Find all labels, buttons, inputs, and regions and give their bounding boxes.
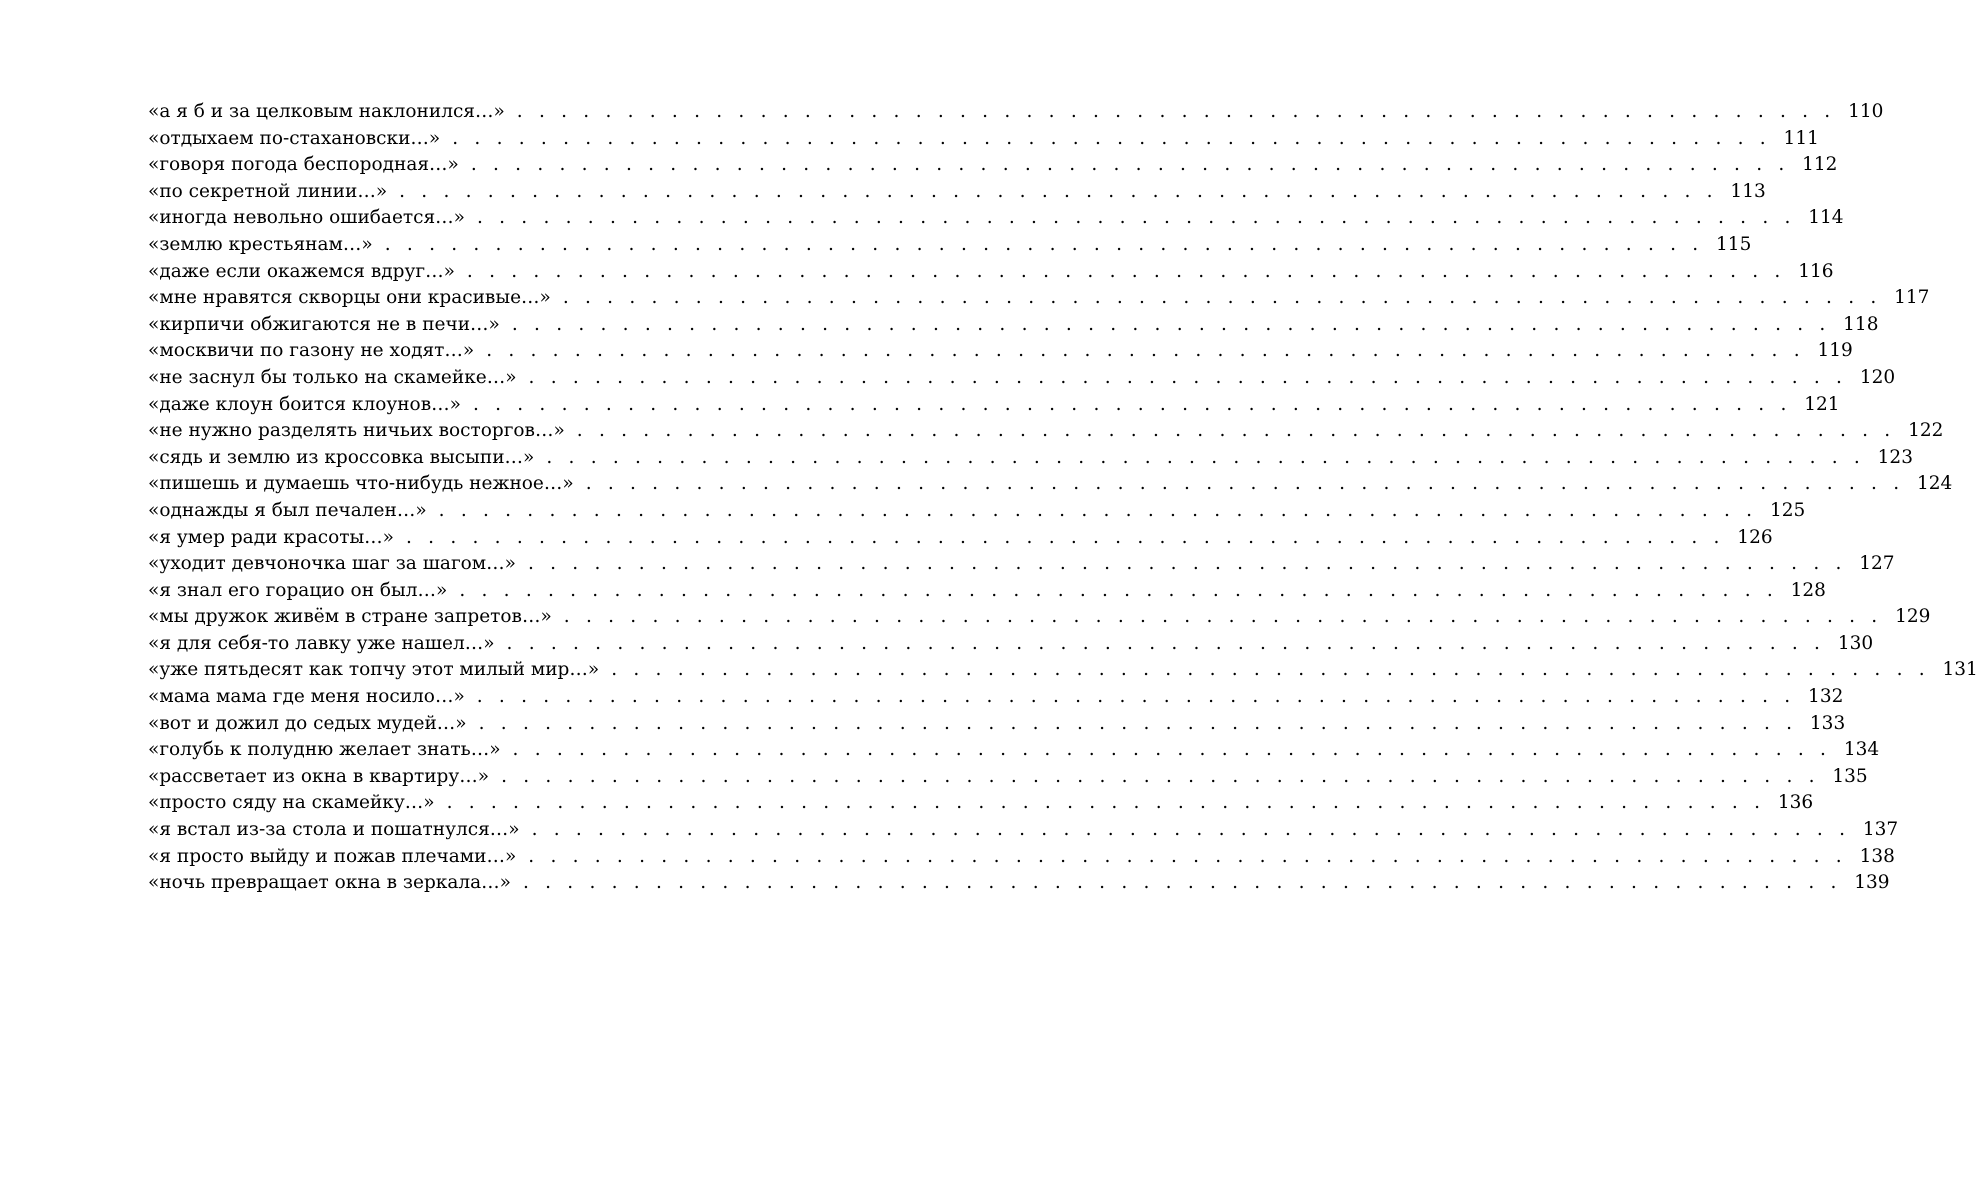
- dot-leader: . . . . . . . . . . . . . . . . . . . . . . . . . . . . . . . . . . . . . . . . . . . . . . . . . . . . . . . . . . . .: [562, 287, 1882, 309]
- toc-entry-title: «уже пятьдесят как топчу этот милый мир…»: [148, 659, 600, 681]
- toc-entry: [148, 285, 1930, 312]
- toc-entry-title: «рассветает из окна в квартиру…»: [148, 765, 490, 787]
- toc-entry-title: «не заснул бы только на скамейке…»: [148, 366, 517, 388]
- toc-entry: [148, 737, 1880, 764]
- dot-leader: . . . . . . . . . . . . . . . . . . . . . . . . . . . . . . . . . . . . . . . . . . . . . . . . . . . . . . . . . . . .: [399, 180, 1718, 202]
- toc-entry: [148, 259, 1834, 286]
- toc-entry-title: «вот и дожил до седых мудей…»: [148, 712, 467, 734]
- toc-entry: [148, 338, 1853, 365]
- toc-entry: [148, 631, 1874, 658]
- dot-leader: . . . . . . . . . . . . . . . . . . . . . . . . . . . . . . . . . . . . . . . . . . . . . . . . . . . . . . . . . . . .: [611, 659, 1930, 681]
- toc-entry: [148, 870, 1890, 897]
- toc-entry: [148, 764, 1868, 791]
- toc-entry-title: «даже клоун боится клоунов…»: [148, 393, 461, 415]
- dot-leader: . . . . . . . . . . . . . . . . . . . . . . . . . . . . . . . . . . . . . . . . . . . . . . . . . . . . . . . . . . . .: [476, 686, 1796, 708]
- toc-entry: [148, 657, 1978, 684]
- toc-entry-title: «отдыхаем по-стахановски…»: [148, 127, 441, 149]
- toc-entry-page-number: 115: [1716, 233, 1752, 255]
- toc-entry-page-number: 137: [1862, 819, 1899, 841]
- toc-entry-title: «я встал из-за стола и пошатнулся…»: [148, 819, 520, 841]
- toc-entry-page-number: 138: [1859, 845, 1895, 867]
- dot-leader: . . . . . . . . . . . . . . . . . . . . . . . . . . . . . . . . . . . . . . . . . . . . . . . . . . . . . . . . . . . .: [486, 340, 1805, 362]
- dot-leader: . . . . . . . . . . . . . . . . . . . . . . . . . . . . . . . . . . . . . . . . . . . . . . . . . . . . . . . . . . . .: [522, 872, 1842, 894]
- toc-entry-title: «землю крестьянам…»: [148, 233, 373, 255]
- toc-entry-page-number: 117: [1894, 287, 1930, 309]
- toc-entry: [148, 578, 1826, 605]
- toc-entry-page-number: 125: [1769, 499, 1806, 521]
- toc-entry: [148, 418, 1944, 445]
- toc-entry: [148, 604, 1931, 631]
- toc-entry-title: «не нужно разделять ничьих восторгов…»: [148, 420, 565, 442]
- dot-leader: . . . . . . . . . . . . . . . . . . . . . . . . . . . . . . . . . . . . . . . . . . . . . . . . . . . . . . . . . . . .: [478, 712, 1798, 734]
- toc-entry-title: «пишешь и думаешь что-нибудь нежное…»: [148, 473, 574, 495]
- toc-entry-page-number: 132: [1808, 686, 1844, 708]
- dot-leader: . . . . . . . . . . . . . . . . . . . . . . . . . . . . . . . . . . . . . . . . . . . . . . . . . . . . . . . . . . . .: [438, 499, 1758, 521]
- dot-leader: . . . . . . . . . . . . . . . . . . . . . . . . . . . . . . . . . . . . . . . . . . . . . . . . . . . . . . . . . . . .: [528, 366, 1848, 388]
- toc-entry-page-number: 128: [1790, 579, 1826, 601]
- toc-entry-title: «даже если окажемся вдруг…»: [148, 260, 455, 282]
- toc-entry-title: «мне нравятся скворцы они красивые…»: [148, 287, 551, 309]
- toc-entry-page-number: 116: [1798, 260, 1834, 282]
- toc-entry-title: «я умер ради красоты…»: [148, 526, 395, 548]
- toc-entry: [148, 790, 1814, 817]
- dot-leader: . . . . . . . . . . . . . . . . . . . . . . . . . . . . . . . . . . . . . . . . . . . . . . . . . . . . . . . . . . . .: [563, 606, 1883, 628]
- toc-entry-title: «голубь к полудню желает знать…»: [148, 739, 501, 761]
- toc-entry-page-number: 134: [1843, 739, 1880, 761]
- toc-entry: [148, 99, 1884, 126]
- toc-entry: [148, 471, 1953, 498]
- toc-entry: [148, 232, 1752, 259]
- toc-entry-page-number: 112: [1802, 154, 1838, 176]
- toc-entry-title: «по секретной линии…»: [148, 180, 388, 202]
- toc-entry: [148, 711, 1846, 738]
- table-of-contents: [148, 99, 1978, 897]
- toc-entry-title: «мама мама где меня носило…»: [148, 686, 465, 708]
- toc-entry-page-number: 123: [1877, 446, 1913, 468]
- dot-leader: . . . . . . . . . . . . . . . . . . . . . . . . . . . . . . . . . . . . . . . . . . . . . . . . . . . . . . . . . . . .: [527, 553, 1847, 575]
- toc-entry-title: «мы дружок живём в стране запретов…»: [148, 606, 552, 628]
- toc-entry-title: «кирпичи обжигаются не в печи…»: [148, 313, 500, 335]
- toc-entry-page-number: 136: [1777, 792, 1814, 814]
- toc-entry-page-number: 118: [1843, 313, 1879, 335]
- dot-leader: . . . . . . . . . . . . . . . . . . . . . . . . . . . . . . . . . . . . . . . . . . . . . . . . . . . . . . . . . . . .: [384, 233, 1704, 255]
- dot-leader: . . . . . . . . . . . . . . . . . . . . . . . . . . . . . . . . . . . . . . . . . . . . . . . . . . . . . . . . . . . .: [466, 260, 1786, 282]
- toc-entry-title: «просто сяду на скамейку…»: [148, 792, 435, 814]
- toc-entry-page-number: 111: [1783, 127, 1819, 149]
- toc-entry: [148, 844, 1895, 871]
- toc-entry-title: «я просто выйду и пожав плечами…»: [148, 845, 517, 867]
- toc-entry-title: «иногда невольно ошибается…»: [148, 207, 465, 229]
- dot-leader: . . . . . . . . . . . . . . . . . . . . . . . . . . . . . . . . . . . . . . . . . . . . . . . . . . . . . . . . . . . .: [406, 526, 1725, 548]
- toc-entry-page-number: 139: [1854, 872, 1890, 894]
- dot-leader: . . . . . . . . . . . . . . . . . . . . . . . . . . . . . . . . . . . . . . . . . . . . . . . . . . . . . . . . . . . .: [546, 446, 1865, 468]
- dot-leader: . . . . . . . . . . . . . . . . . . . . . . . . . . . . . . . . . . . . . . . . . . . . . . . . . . . . . . . . . . . .: [512, 739, 1832, 761]
- toc-entry-page-number: 113: [1730, 180, 1766, 202]
- toc-entry: [148, 525, 1773, 552]
- toc-entry-page-number: 120: [1859, 366, 1896, 388]
- toc-entry: [148, 684, 1844, 711]
- toc-entry-page-number: 130: [1837, 632, 1874, 654]
- toc-entry-page-number: 135: [1832, 765, 1868, 787]
- dot-leader: . . . . . . . . . . . . . . . . . . . . . . . . . . . . . . . . . . . . . . . . . . . . . . . . . . . . . . . . . . . .: [501, 765, 1820, 787]
- dot-leader: . . . . . . . . . . . . . . . . . . . . . . . . . . . . . . . . . . . . . . . . . . . . . . . . . . . . . . . . . . . .: [470, 154, 1790, 176]
- toc-entry: [148, 551, 1895, 578]
- toc-entry-page-number: 119: [1817, 340, 1853, 362]
- toc-entry-page-number: 126: [1737, 526, 1773, 548]
- toc-entry-page-number: 110: [1848, 101, 1884, 122]
- toc-entry-title: «сядь и землю из кроссовка высыпи…»: [148, 446, 535, 468]
- toc-entry-page-number: 131: [1942, 659, 1978, 681]
- toc-entry-title: «уходит девчоночка шаг за шагом…»: [148, 553, 516, 575]
- toc-entry-page-number: 129: [1895, 606, 1931, 628]
- toc-entry: [148, 498, 1806, 525]
- dot-leader: . . . . . . . . . . . . . . . . . . . . . . . . . . . . . . . . . . . . . . . . . . . . . . . . . . . . . . . . . . . .: [506, 632, 1826, 654]
- toc-entry-page-number: 121: [1804, 393, 1840, 415]
- toc-entry: [148, 365, 1896, 392]
- toc-entry-title: «однажды я был печален…»: [148, 499, 427, 521]
- toc-entry: [148, 152, 1838, 179]
- toc-entry-title: «ночь превращает окна в зеркала…»: [148, 872, 511, 894]
- dot-leader: . . . . . . . . . . . . . . . . . . . . . . . . . . . . . . . . . . . . . . . . . . . . . . . . . . . . . . . . . . . .: [531, 819, 1851, 841]
- dot-leader: . . . . . . . . . . . . . . . . . . . . . . . . . . . . . . . . . . . . . . . . . . . . . . . . . . . . . . . . . . . .: [585, 473, 1905, 495]
- toc-entry-page-number: 124: [1916, 473, 1953, 495]
- dot-leader: . . . . . . . . . . . . . . . . . . . . . . . . . . . . . . . . . . . . . . . . . . . . . . . . . . . . . . . . . . . .: [528, 845, 1847, 867]
- toc-entry-page-number: 114: [1808, 207, 1844, 229]
- toc-entry-title: «москвичи по газону не ходят…»: [148, 340, 475, 362]
- toc-entry-title: «я знал его горацио он был…»: [148, 579, 448, 601]
- toc-entry: [148, 126, 1819, 153]
- dot-leader: . . . . . . . . . . . . . . . . . . . . . . . . . . . . . . . . . . . . . . . . . . . . . . . . . . . . . . . . . . . .: [446, 792, 1766, 814]
- dot-leader: . . . . . . . . . . . . . . . . . . . . . . . . . . . . . . . . . . . . . . . . . . . . . . . . . . . . . . . . . . . .: [476, 207, 1796, 229]
- toc-entry: [148, 445, 1913, 472]
- toc-entry: [148, 179, 1766, 206]
- toc-entry-title: «а я б и за целковым наклонился…»: [148, 101, 505, 122]
- dot-leader: . . . . . . . . . . . . . . . . . . . . . . . . . . . . . . . . . . . . . . . . . . . . . . . . . . . . . . . . . . . .: [459, 579, 1778, 601]
- toc-entry: [148, 312, 1879, 339]
- toc-entry: [148, 205, 1844, 232]
- dot-leader: . . . . . . . . . . . . . . . . . . . . . . . . . . . . . . . . . . . . . . . . . . . . . . . . . . . . . . . . . . . .: [472, 393, 1792, 415]
- toc-entry-title: «я для себя-то лавку уже нашел…»: [148, 632, 495, 654]
- dot-leader: . . . . . . . . . . . . . . . . . . . . . . . . . . . . . . . . . . . . . . . . . . . . . . . . . . . . . . . . . . . .: [516, 101, 1836, 122]
- toc-entry: [148, 392, 1840, 419]
- toc-entry-page-number: 127: [1859, 553, 1895, 575]
- dot-leader: . . . . . . . . . . . . . . . . . . . . . . . . . . . . . . . . . . . . . . . . . . . . . . . . . . . . . . . . . . . .: [452, 127, 1771, 149]
- dot-leader: . . . . . . . . . . . . . . . . . . . . . . . . . . . . . . . . . . . . . . . . . . . . . . . . . . . . . . . . . . . .: [576, 420, 1896, 442]
- toc-entry: [148, 817, 1899, 844]
- dot-leader: . . . . . . . . . . . . . . . . . . . . . . . . . . . . . . . . . . . . . . . . . . . . . . . . . . . . . . . . . . . .: [511, 313, 1831, 335]
- toc-entry-page-number: 122: [1908, 420, 1944, 442]
- toc-entry-title: «говоря погода беспородная…»: [148, 154, 459, 176]
- toc-entry-page-number: 133: [1809, 712, 1846, 734]
